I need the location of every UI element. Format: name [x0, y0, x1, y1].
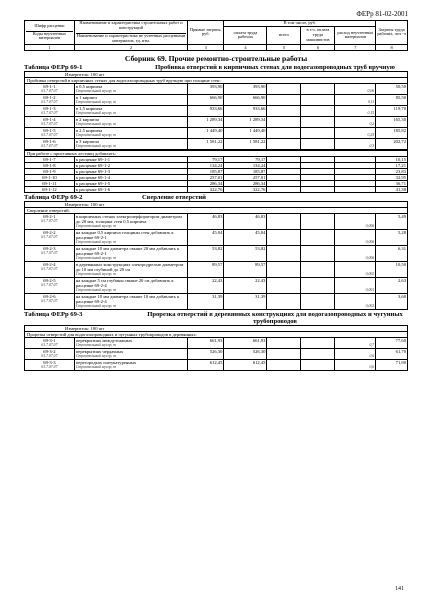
rates-table-69-3	[24, 337, 408, 371]
table-row	[25, 138, 408, 149]
rates-table-69-2	[24, 213, 408, 310]
rate-code: 69-3-2	[43, 348, 56, 354]
material-name: Строительный мусор, т	[75, 132, 117, 137]
rate-code: 69-3-3	[43, 359, 56, 365]
work-name: на каждые 5 см глубины свыше 20 см добавлять к расценке 69-2-4	[75, 277, 174, 288]
rate-code: 69-1-3	[43, 105, 56, 111]
labor-cost: 1 289,34	[224, 116, 267, 127]
material-quantity: 0,11	[367, 99, 375, 104]
labor-hours: 185,82	[376, 127, 408, 138]
table-number: Таблица ФЕРр 69-3	[24, 310, 83, 318]
direct-cost: 134,24	[188, 162, 224, 168]
table-title: Прорезка отверстий в деревянных конструкциях для водогазопроводных и чугунных трубопроводов	[147, 310, 403, 325]
work-name: перегородках оштукатуренных	[75, 359, 137, 365]
work-name: перекрытиях чердачных	[75, 348, 124, 354]
measure-unit: Измеритель: 100 шт	[24, 71, 408, 77]
material-name: Строительный мусор, т	[75, 271, 117, 276]
table-row	[25, 186, 408, 192]
rate-code: 69-3-1	[43, 337, 56, 343]
direct-cost: 666,90	[188, 94, 224, 105]
labor-cost: 612,45	[224, 359, 267, 370]
rate-code: 69-1-7	[43, 156, 56, 162]
table-row	[25, 213, 408, 229]
rate-code: 69-1-6	[43, 138, 56, 144]
labor-hours: 10,50	[376, 261, 408, 277]
section-heading: Пробивка отверстий в кирпичных стенах для водогазопроводных труб вручную при толщине стен:	[24, 77, 408, 83]
material-code: 61.7.07.07	[41, 99, 58, 104]
material-quantity: 0,002	[365, 303, 375, 308]
material-quantity: 0,2	[369, 121, 375, 126]
rate-code: 69-1-8	[43, 162, 56, 168]
document-page	[24, 10, 408, 371]
labor-cost: 1 581,22	[224, 138, 267, 149]
material-name: Строительный мусор, т	[75, 342, 117, 347]
direct-cost: 1 289,34	[188, 116, 224, 127]
material-code: 61.7.07.07	[41, 143, 58, 148]
material-name: Строительный мусор, т	[75, 353, 117, 358]
labor-cost: 22,43	[224, 277, 267, 293]
labor-cost: 257,01	[224, 174, 267, 180]
rates-table-69-1b	[24, 156, 408, 193]
direct-cost: 53,82	[188, 245, 224, 261]
rates-table-69-1a	[24, 83, 408, 150]
table-row	[25, 293, 408, 309]
labor-cost: 393,90	[224, 83, 267, 94]
labor-cost: 933,66	[224, 105, 267, 116]
direct-cost: 257,01	[188, 174, 224, 180]
material-quantity: 0,15	[367, 110, 375, 115]
labor-hours: 50,50	[376, 83, 408, 94]
labor-cost: 1 449,40	[224, 127, 267, 138]
work-name: в деревянных конструкциях электродрелью диаметром до 10 мм глубиной до 20 см	[75, 261, 184, 272]
labor-hours: 77,60	[376, 337, 408, 348]
material-quantity: 0,006	[365, 239, 375, 244]
work-name: в 0,5 кирпича	[75, 83, 103, 89]
table-69-3-heading	[24, 311, 408, 325]
material-code: 61.7.07.07	[41, 364, 58, 369]
material-name: Строительный мусор, т	[75, 99, 117, 104]
material-quantity: 0,06	[367, 88, 375, 93]
material-name: Строительный мусор, т	[75, 110, 117, 115]
labor-hours: 36,71	[376, 180, 408, 186]
labor-cost: 53,82	[224, 245, 267, 261]
rate-code: 69-2-3	[43, 245, 56, 251]
rate-code: 69-1-10	[42, 174, 57, 180]
material-quantity: 0,001	[365, 287, 375, 292]
labor-hours: 61,70	[376, 348, 408, 359]
material-code: 61.7.07.07	[41, 353, 58, 358]
table-title: Сверление отверстий	[142, 193, 206, 201]
direct-cost: 393,90	[188, 83, 224, 94]
material-quantity: 0,3	[369, 143, 375, 148]
work-name: в 2,5 кирпича	[75, 127, 103, 133]
material-quantity: 0,006	[365, 223, 375, 228]
labor-hours: 5,49	[376, 213, 408, 229]
table-69-1-heading	[24, 64, 408, 71]
direct-cost: 526,30	[188, 348, 224, 359]
work-name: в 1 кирпич	[75, 94, 97, 100]
rate-code: 69-2-6	[43, 293, 56, 299]
material-code: 61.7.07.07	[41, 234, 58, 239]
labor-hours: 41,38	[376, 186, 408, 192]
table-row	[25, 261, 408, 277]
material-name: Строительный мусор, т	[75, 364, 117, 369]
labor-hours: 17,21	[376, 162, 408, 168]
work-name: к расценке 69-1-2	[75, 162, 111, 168]
work-name: к расценке 69-1-6	[75, 186, 111, 192]
material-code: 61.7.07.07	[41, 132, 58, 137]
table-row	[25, 348, 408, 359]
table-number: Таблица ФЕРр 69-1	[24, 63, 83, 71]
document-code: ФЕРр 81-02-2001	[356, 10, 408, 18]
page-number: 141	[395, 586, 404, 592]
table-title: Пробивка отверстий в кирпичных стенах для водогазопроводных труб вручную	[155, 63, 395, 71]
measure-unit: Измеритель: 100 шт	[24, 325, 408, 331]
material-quantity: 0,25	[367, 132, 375, 137]
direct-cost: 322,76	[188, 186, 224, 192]
direct-cost: 45,04	[188, 229, 224, 245]
direct-cost: 286,34	[188, 180, 224, 186]
labor-cost: 526,30	[224, 348, 267, 359]
material-code: 61.7.07.07	[41, 282, 58, 287]
table-row	[25, 229, 408, 245]
labor-cost: 666,90	[224, 94, 267, 105]
table-row	[25, 105, 408, 116]
section-heading: Прорезка отверстий для водогазопроводных и чугунных трубопроводов в деревянных:	[24, 331, 408, 337]
labor-hours: 165,30	[376, 116, 408, 127]
labor-cost: 286,34	[224, 180, 267, 186]
material-name: Строительный мусор, т	[75, 143, 117, 148]
rate-code: 69-1-9	[43, 168, 56, 174]
labor-hours: 23,83	[376, 168, 408, 174]
material-code: 61.7.07.07	[41, 266, 58, 271]
direct-cost: 1 449,40	[188, 127, 224, 138]
direct-cost: 22,43	[188, 277, 224, 293]
work-name: на каждые 10 мм диаметра свыше 10 мм добавлять к расценке 69-2-4	[75, 293, 180, 304]
labor-cost: 185,87	[224, 168, 267, 174]
work-name: к расценке 69-1-1	[75, 156, 111, 162]
table-row	[25, 94, 408, 105]
work-name: к расценке 69-1-4	[75, 174, 111, 180]
work-name: в 3 кирпича	[75, 138, 99, 144]
rate-code: 69-1-5	[43, 127, 56, 133]
labor-cost: 79,17	[224, 156, 267, 162]
direct-cost: 31,39	[188, 293, 224, 309]
rate-code: 69-1-12	[42, 186, 57, 192]
rate-code: 69-1-2	[43, 94, 56, 100]
direct-cost: 185,87	[188, 168, 224, 174]
material-quantity: 0,002	[365, 271, 375, 276]
work-name: на каждые 0,5 кирпича толщины стен добавлять к расценке 69-2-1	[75, 229, 174, 240]
table-row	[25, 83, 408, 94]
material-code: 61.7.07.07	[41, 88, 58, 93]
table-row	[25, 245, 408, 261]
direct-cost: 661,93	[188, 337, 224, 348]
material-name: Строительный мусор, т	[75, 303, 117, 308]
table-row	[25, 116, 408, 127]
labor-hours: 32,95	[376, 174, 408, 180]
material-quantity: 0,7	[369, 342, 375, 347]
direct-cost: 612,45	[188, 359, 224, 370]
rate-code: 69-2-1	[43, 213, 56, 219]
work-name: к расценке 69-1-3	[75, 168, 111, 174]
direct-cost: 46,83	[188, 213, 224, 229]
work-name: в 2 кирпича	[75, 116, 99, 122]
direct-cost: 89,57	[188, 261, 224, 277]
work-name: к расценке 69-1-5	[75, 180, 111, 186]
labor-hours: 3,68	[376, 293, 408, 309]
rate-code: 69-2-4	[43, 261, 56, 267]
rate-code: 69-1-1	[43, 83, 56, 89]
labor-hours: 2,63	[376, 277, 408, 293]
material-name: Строительный мусор, т	[75, 239, 117, 244]
work-name: в кирпичных стенах электроперфоратором диаметром до 20 мм, толщина стен 0,5 кирпича	[75, 213, 182, 224]
table-number: Таблица ФЕРр 69-2	[24, 193, 83, 201]
direct-cost: 79,17	[188, 156, 224, 162]
labor-hours: 10,15	[376, 156, 408, 162]
collection-title: Сборник 69. Прочие ремонтно-строительные работы	[124, 53, 308, 63]
material-code: 61.7.07.07	[41, 298, 58, 303]
work-name: на каждые 10 мм диаметра свыше 20 мм добавлять к расценке 69-2-1	[75, 245, 180, 256]
material-name: Строительный мусор, т	[75, 255, 117, 260]
labor-cost: 45,04	[224, 229, 267, 245]
material-code: 61.7.07.07	[41, 121, 58, 126]
rate-code: 69-2-2	[43, 229, 56, 235]
material-quantity: 0,6	[369, 364, 375, 369]
labor-hours: 119,70	[376, 105, 408, 116]
labor-hours: 85,50	[376, 94, 408, 105]
table-row	[25, 127, 408, 138]
material-code: 61.7.07.07	[41, 342, 58, 347]
material-name: Строительный мусор, т	[75, 121, 117, 126]
section-heading: Сверление отверстий:	[24, 207, 408, 213]
labor-cost: 134,24	[224, 162, 267, 168]
table-69-2-heading	[24, 194, 408, 201]
labor-cost: 89,57	[224, 261, 267, 277]
material-name: Строительный мусор, т	[75, 223, 117, 228]
material-code: 61.7.07.07	[41, 218, 58, 223]
labor-hours: 202,72	[376, 138, 408, 149]
labor-cost: 322,76	[224, 186, 267, 192]
rate-code: 69-1-4	[43, 116, 56, 122]
column-header-table: Шифр расценки Коды неучтенных материалов Наименование и характеристика строительных работ и конструкций Наименование и характеристика не учтенных расценками материалов, ед. изм. Прямые затраты, руб. В том числе, руб. Затраты труда рабочих, чел.-ч оплата труда рабочих всего в т.ч. оплата труда машинистов расход неучтенных материалов 1 2 3 4 5 6 7 8	[24, 20, 408, 51]
direct-cost: 1 581,22	[188, 138, 224, 149]
work-name: в 1,5 кирпича	[75, 105, 103, 111]
material-name: Строительный мусор, т	[75, 88, 117, 93]
labor-cost: 31,39	[224, 293, 267, 309]
measure-unit: Измеритель: 100 шт	[24, 201, 408, 207]
table-row	[25, 337, 408, 348]
direct-cost: 933,66	[188, 105, 224, 116]
material-quantity: 0,006	[365, 255, 375, 260]
material-quantity: 0,6	[369, 353, 375, 358]
labor-cost: 46,83	[224, 213, 267, 229]
material-code: 61.7.07.07	[41, 110, 58, 115]
material-code: 61.7.07.07	[41, 250, 58, 255]
labor-hours: 5,28	[376, 229, 408, 245]
labor-cost: 661,93	[224, 337, 267, 348]
work-name: перекрытиях междуэтажных	[75, 337, 133, 343]
table-row	[25, 277, 408, 293]
labor-hours: 71,80	[376, 359, 408, 370]
rate-code: 69-1-11	[42, 180, 57, 186]
material-name: Строительный мусор, т	[75, 287, 117, 292]
labor-hours: 6,31	[376, 245, 408, 261]
rate-code: 69-2-5	[43, 277, 56, 283]
section-heading: При работе с приставных лестниц добавлять:	[24, 150, 408, 156]
table-row	[25, 359, 408, 370]
